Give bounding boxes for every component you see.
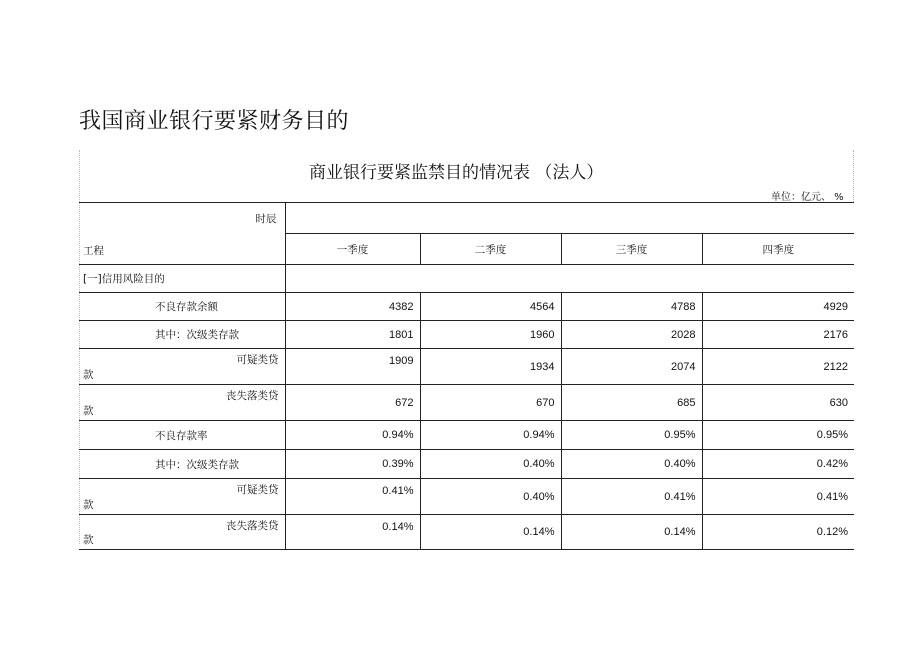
cell-value: 0.41% [702,479,854,515]
cell-value: 0.40% [561,450,702,479]
row-label-bottom: 款 [83,405,94,417]
cell-value: 2176 [702,321,854,349]
header-q4: 四季度 [702,234,854,265]
cell-value: 630 [702,385,854,421]
section-blank [285,265,854,293]
row-label-top: 丧失落类贷 [226,520,279,532]
cell-value: 4564 [420,293,561,321]
cell-value: 0.95% [561,421,702,450]
row-label-split [79,385,285,421]
table-row [79,349,854,385]
cell-value: 0.12% [702,515,854,550]
row-label-split [79,349,285,385]
section-label: [一]信用风险目的 [79,265,285,293]
table-row [79,385,854,421]
table-row [79,293,854,321]
cell-value: 1960 [420,321,561,349]
row-label: 其中：次级类存款 [79,450,285,479]
cell-value: 685 [561,385,702,421]
cell-value: 4788 [561,293,702,321]
row-label: 不良存款率 [79,421,285,450]
row-label-bottom: 款 [83,369,94,381]
header-item-label: 工程 [79,234,285,265]
cell-value: 0.14% [561,515,702,550]
cell-value: 0.40% [420,479,561,515]
cell-value: 0.94% [420,421,561,450]
row-label-top: 可疑类贷 [236,354,279,366]
table-row [79,321,854,349]
cell-value: 2028 [561,321,702,349]
financial-indicators-table [79,202,854,550]
cell-value: 1909 [285,349,420,385]
header-time-label: 时辰 [79,203,285,234]
cell-value: 0.41% [561,479,702,515]
cell-value: 2074 [561,349,702,385]
section-row [79,265,854,293]
table-title: 商业银行要紧监禁目的情况表 （法人） [309,163,604,183]
cell-value: 1801 [285,321,420,349]
header-q2: 二季度 [420,234,561,265]
cell-value: 4929 [702,293,854,321]
cell-value: 670 [420,385,561,421]
cell-value: 0.95% [702,421,854,450]
header-row-time [79,203,854,234]
table-row [79,479,854,515]
table-row [79,421,854,450]
unit-label: 单位：亿元、 % [771,192,844,203]
cell-value: 0.94% [285,421,420,450]
cell-value: 0.14% [420,515,561,550]
row-label-top: 丧失落类贷 [226,390,279,402]
cell-value: 0.42% [702,450,854,479]
cell-value: 0.40% [420,450,561,479]
cell-value: 0.39% [285,450,420,479]
cell-value: 0.14% [285,515,420,550]
cell-value: 0.41% [285,479,420,515]
header-q3: 三季度 [561,234,702,265]
cell-value: 2122 [702,349,854,385]
row-label-split [79,479,285,515]
cell-value: 1934 [420,349,561,385]
row-label: 其中：次级类存款 [79,321,285,349]
page-title: 我国商业银行要紧财务目的 [79,109,350,134]
table-row [79,450,854,479]
header-q1: 一季度 [285,234,420,265]
row-label-split [79,515,285,550]
row-label-top: 可疑类贷 [236,484,279,496]
cell-value: 4382 [285,293,420,321]
row-label-bottom: 款 [83,499,94,511]
row-label: 不良存款余额 [79,293,285,321]
header-time-blank [285,203,854,234]
row-label-bottom: 款 [83,534,94,546]
frame-right-border [853,150,854,202]
header-row-quarters [79,234,854,265]
table-row [79,515,854,550]
cell-value: 672 [285,385,420,421]
